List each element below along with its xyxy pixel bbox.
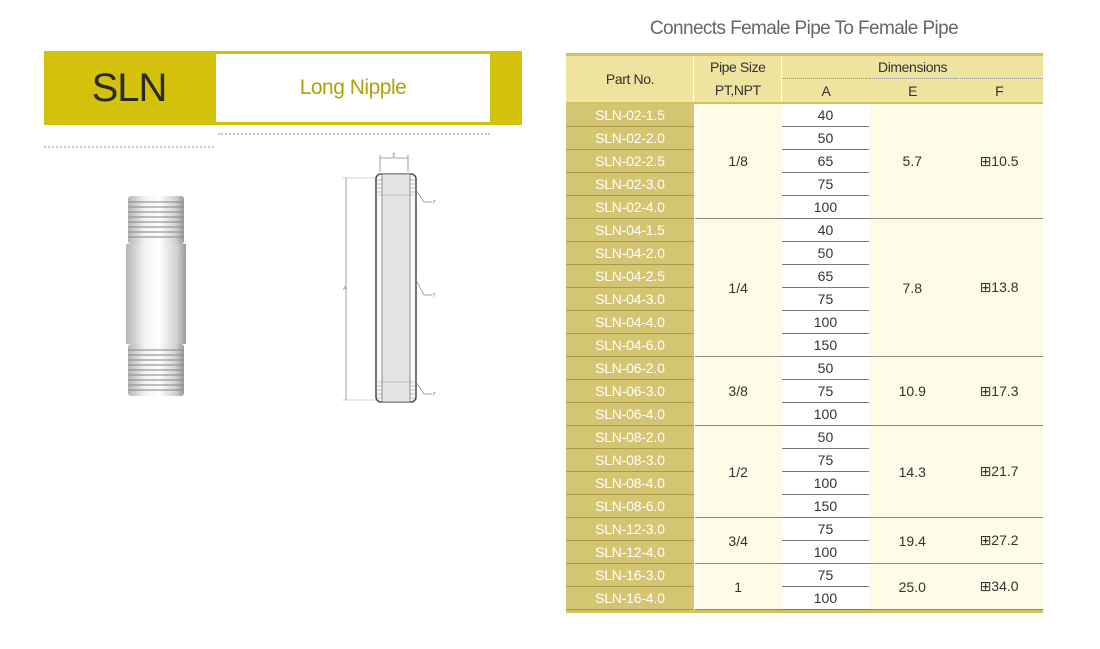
dimension-a-cell: 100	[782, 472, 870, 495]
part-number-cell: SLN-04-3.0	[566, 288, 694, 311]
svg-text:A: A	[343, 286, 347, 292]
f-header: F	[955, 78, 1043, 102]
dimension-a-cell: 150	[782, 495, 870, 518]
part-number-cell: SLN-16-4.0	[566, 587, 694, 610]
e-header: E	[870, 78, 956, 102]
dimension-a-cell: 65	[782, 150, 870, 173]
pipe-size-cell: 3/8	[695, 357, 782, 426]
part-number-cell: SLN-04-6.0	[566, 334, 694, 357]
part-number-cell: SLN-04-2.0	[566, 242, 694, 265]
part-number-cell: SLN-02-4.0	[566, 196, 694, 219]
dimension-a-cell: 75	[782, 288, 870, 311]
dimension-f-column	[955, 104, 1043, 610]
product-code: SLN	[91, 65, 167, 110]
part-number-cell: SLN-08-3.0	[566, 449, 694, 472]
part-number-cell: SLN-04-4.0	[566, 311, 694, 334]
part-number-cell: SLN-06-3.0	[566, 380, 694, 403]
dimensions-table	[566, 53, 1043, 613]
dimension-e-cell: 5.7	[869, 104, 955, 219]
part-number-cell: SLN-04-1.5	[566, 219, 694, 242]
pipe-size-cell: 3/4	[695, 518, 782, 564]
dimension-f-cell: ⊞21.7	[955, 426, 1043, 518]
part-number-cell: SLN-06-2.0	[566, 357, 694, 380]
part-number-cell: SLN-16-3.0	[566, 564, 694, 587]
part-no-column	[566, 104, 694, 610]
product-name: Long Nipple	[216, 54, 490, 122]
dimension-a-cell: 75	[782, 380, 870, 403]
dimension-a-cell: 75	[782, 518, 870, 541]
dimension-f-cell: ⊞27.2	[955, 518, 1043, 564]
a-header: A	[781, 78, 870, 102]
dimension-e-cell: 25.0	[869, 564, 955, 610]
dimension-a-cell: 40	[782, 104, 870, 127]
part-number-cell: SLN-02-1.5	[566, 104, 694, 127]
pipe-size-cell: 1/2	[695, 426, 782, 518]
dimension-e-cell: 14.3	[869, 426, 955, 518]
dimension-f-cell: ⊞13.8	[955, 219, 1043, 357]
part-number-cell: SLN-06-4.0	[566, 403, 694, 426]
table-title: Connects Female Pipe To Female Pipe	[649, 18, 959, 39]
dimension-a-cell: 100	[782, 403, 870, 426]
dimension-a-cell: 150	[782, 334, 870, 357]
dimension-a-cell: 75	[782, 449, 870, 472]
table-bottom-rule	[566, 610, 1043, 613]
dimension-a-cell: 100	[782, 541, 870, 564]
pipe-size-cell: 1/8	[695, 104, 782, 219]
part-number-cell: SLN-12-3.0	[566, 518, 694, 541]
part-number-cell: SLN-12-4.0	[566, 541, 694, 564]
part-no-header: Part No.	[605, 71, 655, 87]
part-number-cell: SLN-02-3.0	[566, 173, 694, 196]
svg-text:F: F	[433, 293, 436, 299]
dimension-a-cell: 50	[782, 357, 870, 380]
part-number-cell: SLN-08-2.0	[566, 426, 694, 449]
dimension-a-cell: 100	[782, 587, 870, 610]
part-number-cell: SLN-04-2.5	[566, 265, 694, 288]
dimension-f-cell: ⊞34.0	[955, 564, 1043, 610]
dimension-e-cell: 19.4	[869, 518, 955, 564]
svg-text:F: F	[433, 200, 436, 206]
divider-dotted-left	[44, 146, 214, 148]
pipe-size-cell: 1/4	[695, 219, 782, 357]
dimension-a-cell: 50	[782, 426, 870, 449]
dimension-e-cell: 10.9	[869, 357, 955, 426]
table-body	[566, 104, 1043, 610]
dimension-a-cell: 75	[782, 564, 870, 587]
part-number-cell: SLN-02-2.0	[566, 127, 694, 150]
svg-text:F: F	[433, 392, 436, 398]
dimension-a-cell: 65	[782, 265, 870, 288]
dimension-f-cell: ⊞17.3	[955, 357, 1043, 426]
dimension-a-cell: 100	[782, 196, 870, 219]
pipe-size-column	[694, 104, 782, 610]
dimension-f-cell: ⊞10.5	[955, 104, 1043, 219]
dimension-a-cell: 40	[782, 219, 870, 242]
svg-text:E: E	[392, 153, 396, 159]
pipe-size-header: Pipe Size	[693, 56, 781, 78]
dimension-a-cell: 100	[782, 311, 870, 334]
dimension-a-column	[782, 104, 870, 610]
dimension-a-cell: 50	[782, 242, 870, 265]
part-number-cell: SLN-02-2.5	[566, 150, 694, 173]
dimension-a-cell: 75	[782, 173, 870, 196]
dimension-a-cell: 50	[782, 127, 870, 150]
pipe-size-cell: 1	[695, 564, 782, 610]
divider-dotted-right	[218, 133, 490, 135]
dimension-e-cell: 7.8	[869, 219, 955, 357]
part-number-cell: SLN-08-4.0	[566, 472, 694, 495]
pipe-size-sub-header: PT,NPT	[693, 78, 781, 102]
technical-drawing	[334, 150, 442, 415]
product-photo	[118, 188, 194, 403]
dimensions-header: Dimensions	[781, 56, 1043, 78]
part-number-cell: SLN-08-6.0	[566, 495, 694, 518]
dimension-e-column	[869, 104, 955, 610]
